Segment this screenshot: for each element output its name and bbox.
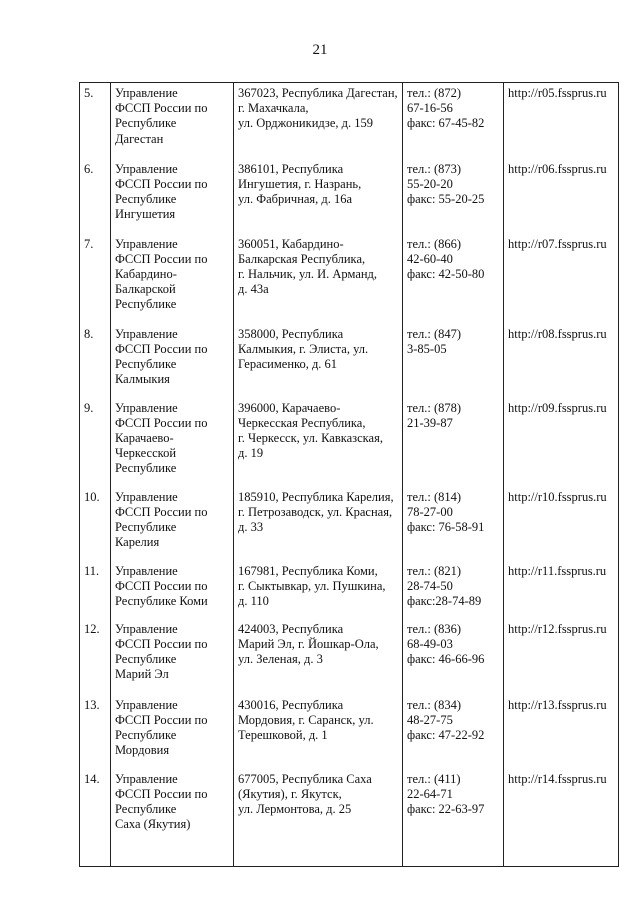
department-name: Управление ФССП России по Республике Дагестан xyxy=(111,83,234,159)
phones: тел.: (872) 67-16-56 факс: 67-45-82 xyxy=(403,83,504,159)
address: 386101, Республика Ингушетия, г. Назрань, ул. Фабричная, д. 16а xyxy=(234,159,403,234)
phones: тел.: (834) 48-27-75 факс: 47-22-92 xyxy=(403,695,504,769)
phones: тел.: (873) 55-20-20 факс: 55-20-25 xyxy=(403,159,504,234)
website-link[interactable]: http://r09.fssprus.ru xyxy=(504,398,619,487)
department-name: Управление ФССП России по Республике Карелия xyxy=(111,487,234,561)
website-link[interactable]: http://r11.fssprus.ru xyxy=(504,561,619,619)
phones: тел.: (847) 3-85-05 xyxy=(403,324,504,398)
department-name: Управление ФССП России по Республике Калмыкия xyxy=(111,324,234,398)
row-number: 6. xyxy=(80,159,111,234)
row-number: 7. xyxy=(80,234,111,324)
website-link[interactable]: http://r10.fssprus.ru xyxy=(504,487,619,561)
row-number: 5. xyxy=(80,83,111,159)
address: 430016, Республика Мордовия, г. Саранск, ул. Терешковой, д. 1 xyxy=(234,695,403,769)
row-number: 10. xyxy=(80,487,111,561)
department-name: Управление ФССП России по Республике Коми xyxy=(111,561,234,619)
row-number: 14. xyxy=(80,769,111,867)
address: 677005, Республика Саха (Якутия), г. Якутск, ул. Лермонтова, д. 25 xyxy=(234,769,403,867)
address: 360051, Кабардино- Балкарская Республика, г. Нальчик, ул. И. Арманд, д. 43а xyxy=(234,234,403,324)
website-link[interactable]: http://r14.fssprus.ru xyxy=(504,769,619,867)
phones: тел.: (836) 68-49-03 факс: 46-66-96 xyxy=(403,619,504,695)
department-name: Управление ФССП России по Республике Саха (Якутия) xyxy=(111,769,234,867)
table-row xyxy=(80,234,619,324)
row-number: 11. xyxy=(80,561,111,619)
table-row xyxy=(80,83,619,159)
row-number: 8. xyxy=(80,324,111,398)
table-row xyxy=(80,487,619,561)
address: 167981, Республика Коми, г. Сыктывкар, ул. Пушкина, д. 110 xyxy=(234,561,403,619)
phones: тел.: (814) 78-27-00 факс: 76-58-91 xyxy=(403,487,504,561)
table-row xyxy=(80,159,619,234)
page-number: 21 xyxy=(312,42,328,58)
phones: тел.: (411) 22-64-71 факс: 22-63-97 xyxy=(403,769,504,867)
table-row xyxy=(80,769,619,867)
table-row xyxy=(80,561,619,619)
row-number: 12. xyxy=(80,619,111,695)
table-row xyxy=(80,398,619,487)
address: 367023, Республика Дагестан, г. Махачкала, ул. Орджоникидзе, д. 159 xyxy=(234,83,403,159)
department-name: Управление ФССП России по Республике Марий Эл xyxy=(111,619,234,695)
row-number: 9. xyxy=(80,398,111,487)
phones: тел.: (821) 28-74-50 факс:28-74-89 xyxy=(403,561,504,619)
department-name: Управление ФССП России по Республике Ингушетия xyxy=(111,159,234,234)
table-row xyxy=(80,619,619,695)
website-link[interactable]: http://r08.fssprus.ru xyxy=(504,324,619,398)
address: 185910, Республика Карелия, г. Петрозаводск, ул. Красная, д. 33 xyxy=(234,487,403,561)
table-row xyxy=(80,695,619,769)
address: 424003, Республика Марий Эл, г. Йошкар-Ола, ул. Зеленая, д. 3 xyxy=(234,619,403,695)
address: 358000, Республика Калмыкия, г. Элиста, ул. Герасименко, д. 61 xyxy=(234,324,403,398)
address: 396000, Карачаево- Черкесская Республика, г. Черкесск, ул. Кавказская, д. 19 xyxy=(234,398,403,487)
department-name: Управление ФССП России по Карачаево- Черкесской Республике xyxy=(111,398,234,487)
department-name: Управление ФССП России по Кабардино- Балкарской Республике xyxy=(111,234,234,324)
website-link[interactable]: http://r07.fssprus.ru xyxy=(504,234,619,324)
website-link[interactable]: http://r12.fssprus.ru xyxy=(504,619,619,695)
table-row xyxy=(80,324,619,398)
website-link[interactable]: http://r13.fssprus.ru xyxy=(504,695,619,769)
row-number: 13. xyxy=(80,695,111,769)
department-name: Управление ФССП России по Республике Мордовия xyxy=(111,695,234,769)
website-link[interactable]: http://r05.fssprus.ru xyxy=(504,83,619,159)
phones: тел.: (866) 42-60-40 факс: 42-50-80 xyxy=(403,234,504,324)
phones: тел.: (878) 21-39-87 xyxy=(403,398,504,487)
contacts-table xyxy=(79,82,619,867)
website-link[interactable]: http://r06.fssprus.ru xyxy=(504,159,619,234)
